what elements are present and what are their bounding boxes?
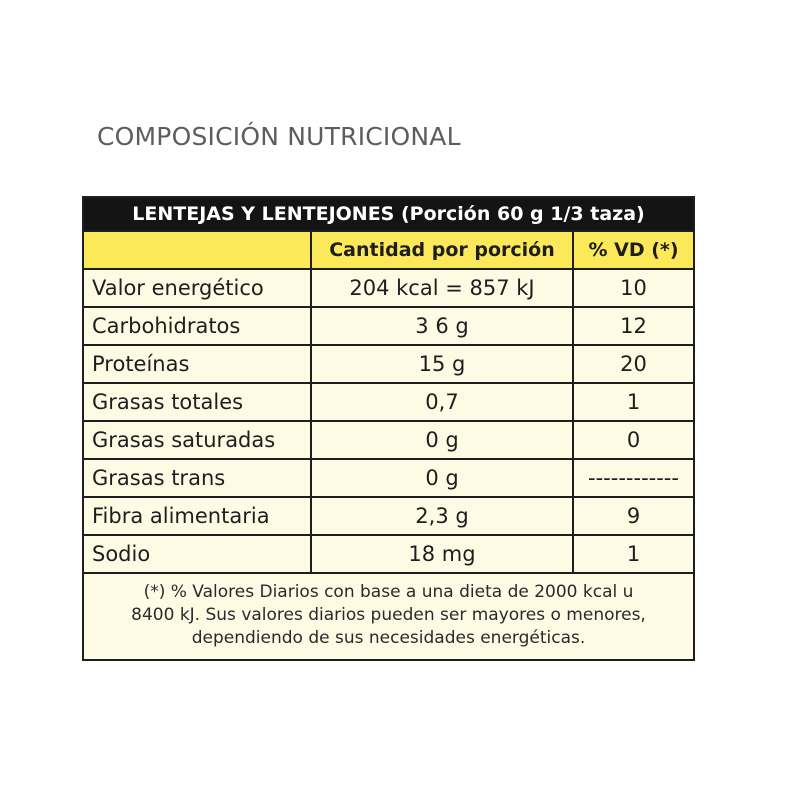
table-row	[84, 345, 693, 383]
nutrient-quantity: 18 mg	[311, 535, 573, 573]
nutrient-quantity: 204 kcal = 857 kJ	[311, 269, 573, 307]
table-row	[84, 269, 693, 307]
nutrition-panel	[82, 196, 695, 661]
nutrient-name: Sodio	[84, 535, 311, 573]
table-title-row	[84, 198, 693, 231]
column-header-daily-value: % VD (*)	[573, 231, 693, 269]
page-heading: COMPOSICIÓN NUTRICIONAL	[97, 122, 461, 151]
nutrient-name: Grasas trans	[84, 459, 311, 497]
nutrient-name: Carbohidratos	[84, 307, 311, 345]
nutrition-table	[84, 198, 693, 574]
nutrient-daily-value: 10	[573, 269, 693, 307]
table-title: LENTEJAS Y LENTEJONES (Porción 60 g 1/3 taza)	[84, 198, 693, 231]
table-row	[84, 421, 693, 459]
nutrient-quantity: 15 g	[311, 345, 573, 383]
nutrient-quantity: 0,7	[311, 383, 573, 421]
nutrient-daily-value: 0	[573, 421, 693, 459]
column-header-row	[84, 231, 693, 269]
column-header-quantity: Cantidad por porción	[311, 231, 573, 269]
nutrient-daily-value: 1	[573, 383, 693, 421]
nutrient-quantity: 3 6 g	[311, 307, 573, 345]
table-row	[84, 497, 693, 535]
column-header-nutrient	[84, 231, 311, 269]
table-row	[84, 535, 693, 573]
table-row	[84, 459, 693, 497]
footnote-line: dependiendo de sus necesidades energéticas.	[191, 628, 586, 648]
table-row	[84, 307, 693, 345]
nutrient-name: Valor energético	[84, 269, 311, 307]
nutrient-quantity: 2,3 g	[311, 497, 573, 535]
footnote-line: 8400 kJ. Sus valores diarios pueden ser mayores o menores,	[131, 605, 646, 625]
nutrient-quantity: 0 g	[311, 421, 573, 459]
nutrient-name: Grasas totales	[84, 383, 311, 421]
nutrient-quantity: 0 g	[311, 459, 573, 497]
footnote-line: (*) % Valores Diarios con base a una dieta de 2000 kcal u	[143, 582, 634, 602]
nutrient-name: Fibra alimentaria	[84, 497, 311, 535]
nutrient-name: Grasas saturadas	[84, 421, 311, 459]
nutrient-daily-value: 9	[573, 497, 693, 535]
table-row	[84, 383, 693, 421]
nutrient-daily-value: 12	[573, 307, 693, 345]
nutrient-daily-value: 20	[573, 345, 693, 383]
nutrient-daily-value: ------------	[573, 459, 693, 497]
nutrient-name: Proteínas	[84, 345, 311, 383]
nutrient-daily-value: 1	[573, 535, 693, 573]
footnote	[84, 574, 693, 650]
